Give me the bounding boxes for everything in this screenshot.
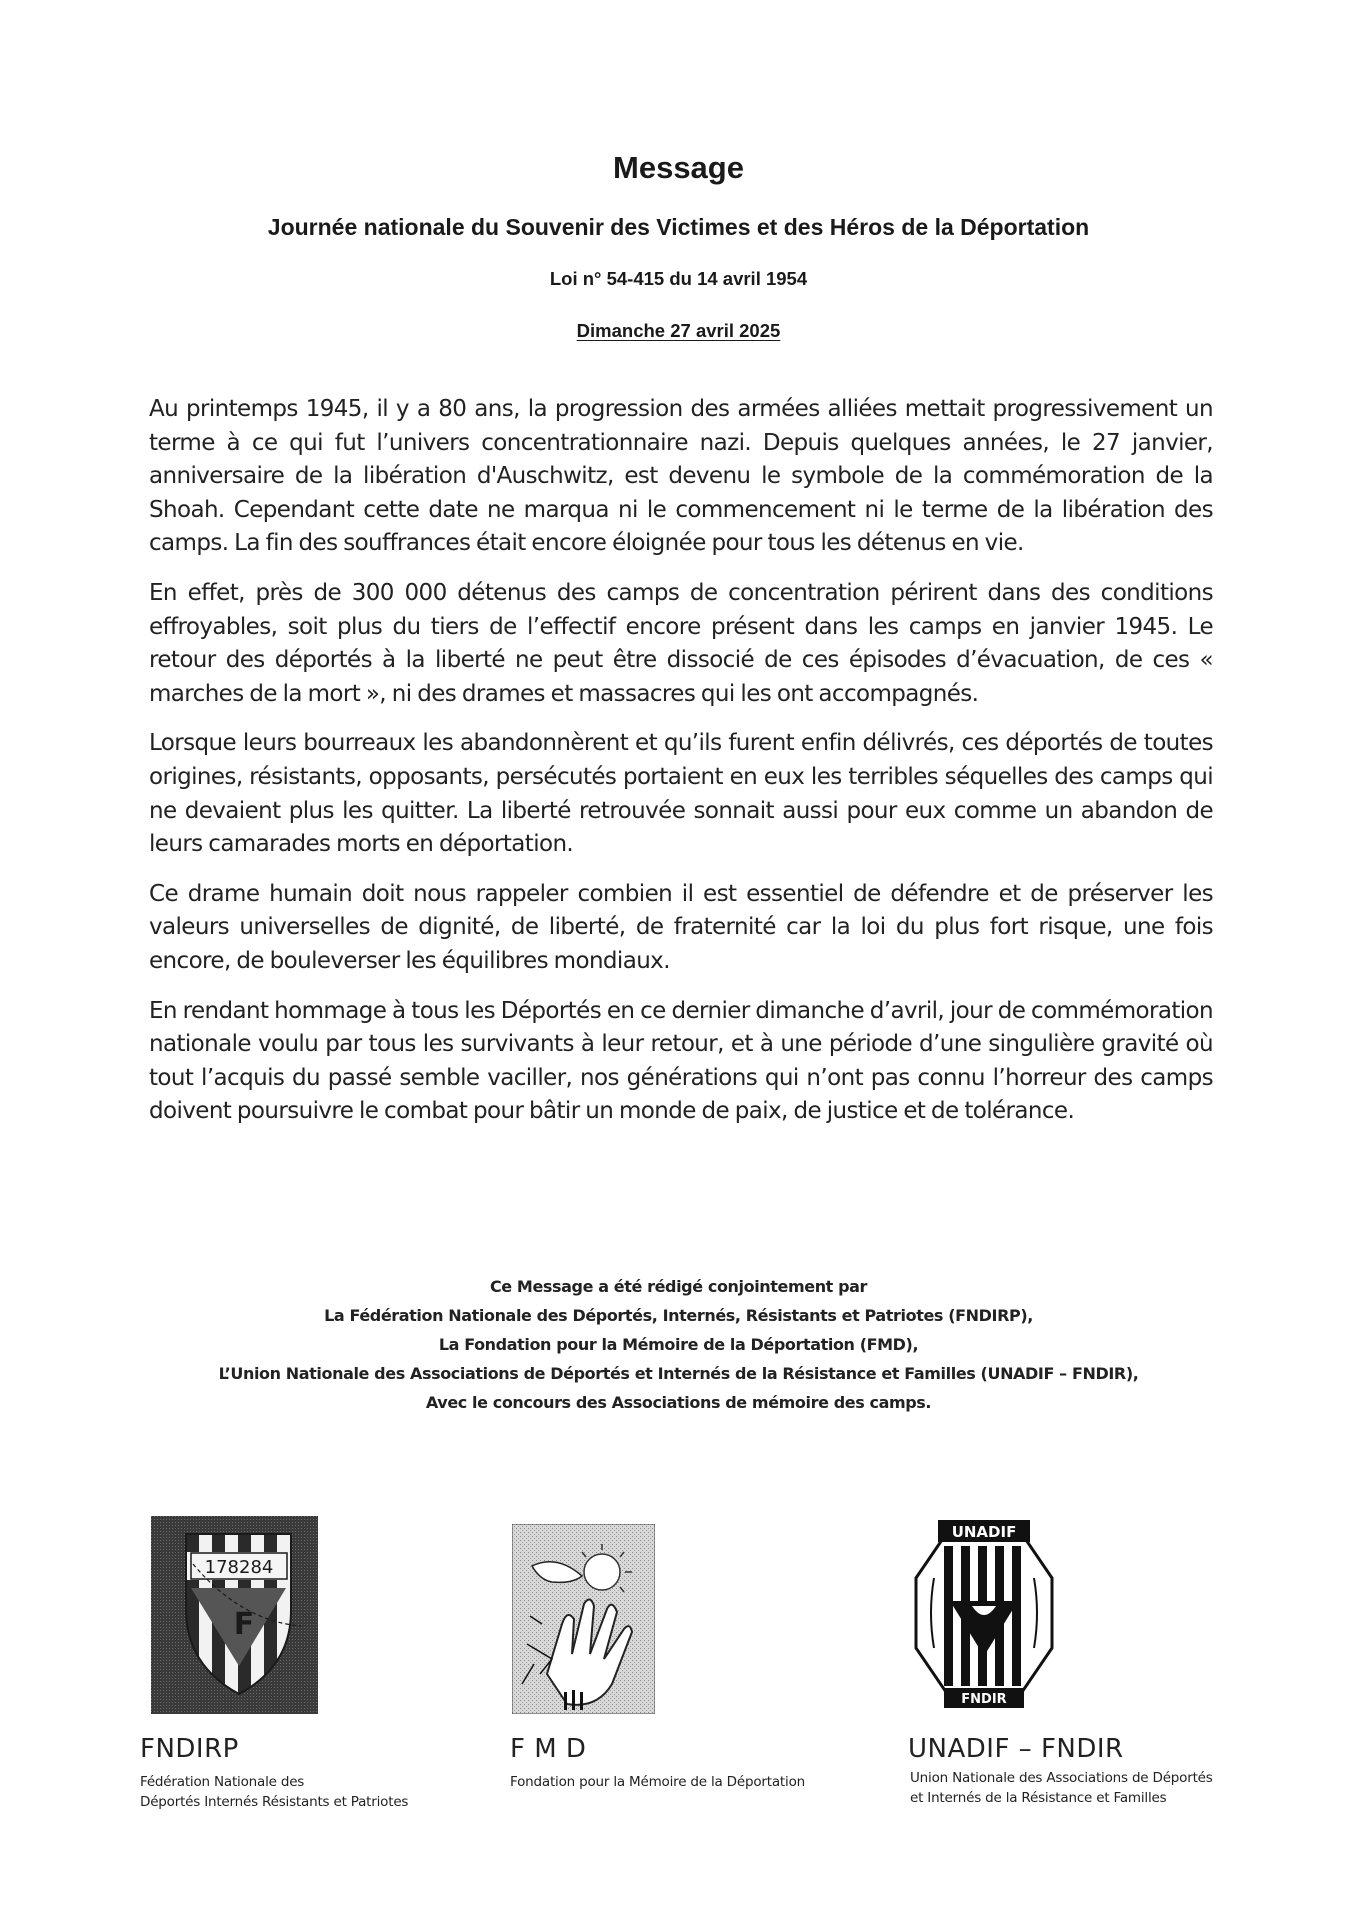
fndirp-name-line-2: Déportés Internés Résistants et Patriotes — [140, 1794, 409, 1810]
document-subtitle: Journée nationale du Souvenir des Victimes et des Héros de la Déportation — [267, 214, 1090, 240]
message-body — [149, 393, 1213, 1145]
unadif-badge-bottom: FNDIR — [961, 1692, 1007, 1707]
document-title: Message — [613, 150, 744, 185]
fmd-logo-icon — [512, 1524, 655, 1714]
unadif-abbreviation: UNADIF – FNDIR — [908, 1734, 1124, 1764]
event-date-text: Dimanche 27 avril 2025 — [576, 320, 781, 341]
fmd-name-line-1: Fondation pour la Mémoire de la Déportation — [510, 1774, 805, 1790]
paragraph-1: Au printemps 1945, il y a 80 ans, la progression des armées alliées mettait progressivement un terme à ce qui fut l’univers concentrationnaire nazi. Depuis quelques années, le 27 janvier, anniversaire de la libération d'Auschwitz, est devenu le symbole de la commémoration de la Shoah. Cependant cette date ne marqua ni le commencement ni le terme de la libération des camps. La fin des souffrances était encore éloignée pour tous les détenus en vie. — [149, 396, 1213, 557]
unadif-name-line-2: et Internés de la Résistance et Familles — [910, 1790, 1167, 1806]
paragraph-5: En rendant hommage à tous les Déportés en ce dernier dimanche d’avril, jour de commémoration nationale voulu par tous les survivants à leur retour, et à une période d’une singulière gravité où tout l’acquis du passé semble vaciller, nos générations qui n’ont pas connu l’horreur des camps doivent poursuivre le combat pour bâtir un monde de paix, de justice et de tolérance. — [149, 997, 1213, 1125]
credits-block — [0, 1272, 1357, 1417]
fndirp-full-name — [140, 1772, 408, 1812]
fndirp-badge-number: 178284 — [204, 1557, 274, 1578]
fmd-abbreviation: F M D — [510, 1734, 587, 1764]
event-date — [0, 320, 1357, 342]
unadif-name-line-1: Union Nationale des Associations de Déportés — [910, 1770, 1213, 1786]
credits-line-5: Avec le concours des Associations de mémoire des camps. — [425, 1393, 932, 1412]
fndirp-name-line-1: Fédération Nationale des — [140, 1774, 305, 1790]
paragraph-2: En effet, près de 300 000 détenus des camps de concentration périrent dans des conditions effroyables, soit plus du tiers de l’effectif encore présent dans les camps en janvier 1945. Le retour des déportés à la liberté ne peut être dissocié de ces épisodes d’évacuation, de ces « marches de la mort », ni des drames et massacres qui les ont accompagnés. — [149, 579, 1213, 707]
paragraph-3: Lorsque leurs bourreaux les abandonnèrent et qu’ils furent enfin délivrés, ces déportés de toutes origines, résistants, opposants, persécutés portaient en eux les terribles séquelles des camps qui ne devaient plus les quitter. La liberté retrouvée sonnait aussi pour eux comme un abandon de leurs camarades morts en déportation. — [149, 730, 1213, 858]
fndirp-logo-icon — [151, 1516, 318, 1714]
fndirp-badge-letter: F — [233, 1607, 255, 1642]
fmd-full-name — [510, 1772, 805, 1792]
law-reference: Loi n° 54-415 du 14 avril 1954 — [549, 268, 808, 289]
unadif-full-name — [910, 1768, 1213, 1808]
unadif-badge-top: UNADIF — [951, 1523, 1017, 1541]
credits-line-3: La Fondation pour la Mémoire de la Déportation (FMD), — [438, 1335, 919, 1354]
credits-line-1: Ce Message a été rédigé conjointement par — [489, 1277, 868, 1296]
credits-line-2: La Fédération Nationale des Déportés, Internés, Résistants et Patriotes (FNDIRP), — [324, 1306, 1033, 1325]
unadif-logo-icon — [906, 1506, 1062, 1720]
credits-line-4: L’Union Nationale des Associations de Déportés et Internés de la Résistance et Familles (UNADIF – FNDIR), — [218, 1364, 1139, 1383]
fndirp-abbreviation: FNDIRP — [140, 1734, 239, 1764]
paragraph-4: Ce drame humain doit nous rappeler combien il est essentiel de défendre et de préserver les valeurs universelles de dignité, de liberté, de fraternité car la loi du plus fort risque, une fois encore, de bouleverser les équilibres mondiaux. — [149, 880, 1213, 974]
